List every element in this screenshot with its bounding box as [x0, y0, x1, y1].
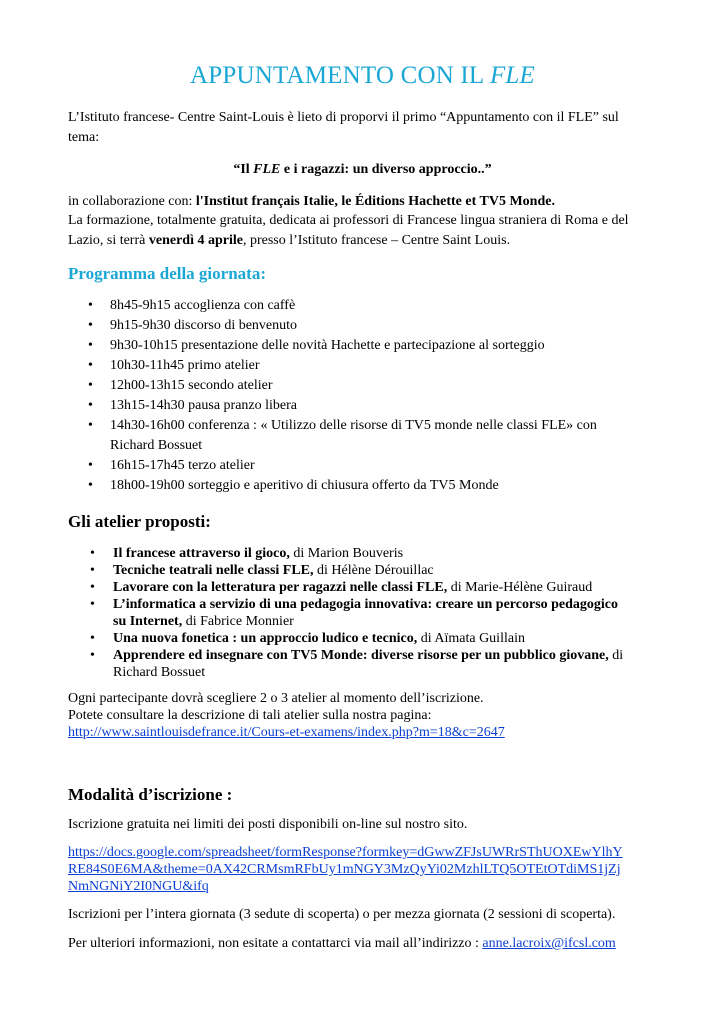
programme-item-text: 10h30-11h45 primo atelier: [110, 358, 260, 373]
atelier-item-continuation: [113, 664, 623, 681]
atelier-title: Lavorare con la letteratura per ragazzi nelle classi FLE,: [113, 580, 448, 595]
programme-item-text: 13h15-14h30 pausa pranzo libera: [110, 398, 297, 413]
atelier-title: L’informatica a servizio di una pedagogia innovativa: creare un percorso pedagogico: [113, 597, 619, 612]
ateliers-heading: Gli atelier proposti:: [68, 512, 211, 531]
programme-heading: Programma della giornata:: [68, 264, 266, 283]
programme-item-text: 8h45-9h15 accoglienza con caffè: [110, 298, 296, 313]
atelier-author: di Marion Bouveris: [289, 546, 404, 561]
programme-item: • 8h45-9h15 accoglienza con caffè: [88, 298, 296, 313]
atelier-author: Richard Bossuet: [113, 665, 206, 680]
atelier-author: di Fabrice Monnier: [182, 614, 294, 629]
programme-item: • 14h30-16h00 conferenza : « Utilizzo delle risorse di TV5 monde nelle classi FLE» con: [88, 418, 597, 433]
atelier-title: Tecniche teatrali nelle classi FLE,: [113, 563, 314, 578]
theme-pre: “Il: [233, 162, 254, 177]
choose-line-2: Potete consultare la descrizione di tali atelier sulla nostra pagina:: [68, 708, 432, 723]
atelier-author: di Marie-Hélène Guiraud: [447, 580, 593, 595]
atelier-item: • Tecniche teatrali nelle classi FLE, di Hélène Dérouillac: [90, 563, 434, 578]
ateliers-list: [90, 545, 624, 681]
intro-line-1: L’Istituto francese- Centre Saint-Louis è lieto di proporvi il primo “Appuntamento con il FLE” sul: [68, 110, 619, 125]
contact-line: [68, 934, 616, 954]
theme-italic: FLE: [253, 162, 281, 177]
contact-email-link[interactable]: anne.lacroix@ifcsl.com: [482, 936, 616, 951]
programme-item-text: 16h15-17h45 terzo atelier: [110, 458, 255, 473]
contact-text: Per ulteriori informazioni, non esitate a contattarci via mail all’indirizzo :: [68, 936, 483, 951]
programme-item: • 16h15-17h45 terzo atelier: [88, 458, 255, 473]
theme-post: e i ragazzi: un diverso approccio..”: [280, 162, 492, 177]
atelier-author: di Aïmata Guillain: [417, 631, 525, 646]
programme-item: • 10h30-11h45 primo atelier: [88, 358, 260, 373]
formation-date: venerdì 4 aprile: [148, 233, 243, 248]
collab-line: [68, 192, 555, 212]
collab-pre: in collaborazione con:: [68, 194, 196, 209]
registration-form-link-line-1[interactable]: https://docs.google.com/spreadsheet/formResponse?formkey=dGwwZFJsUWRrSThUOXEwYlhY: [68, 845, 623, 860]
programme-item-text: Richard Bossuet: [110, 438, 203, 453]
programme-item: • 9h15-9h30 discorso di benvenuto: [88, 318, 298, 333]
atelier-author: di: [608, 648, 624, 663]
title-main: APPUNTAMENTO CON IL: [190, 62, 484, 89]
atelier-item: • Lavorare con la letteratura per ragazzi nelle classi FLE, di Marie-Hélène Guiraud: [90, 580, 593, 595]
programme-item-text: 9h30-10h15 presentazione delle novità Hachette e partecipazione al sorteggio: [110, 338, 545, 353]
intro-line-2: tema:: [68, 130, 100, 145]
programme-item: • 13h15-14h30 pausa pranzo libera: [88, 398, 297, 413]
atelier-item: • Il francese attraverso il gioco, di Marion Bouveris: [90, 546, 404, 561]
programme-item: • 18h00-19h00 sorteggio e aperitivo di chiusura offerto da TV5 Monde: [88, 478, 499, 493]
title-italic: FLE: [489, 62, 535, 89]
programme-list: [88, 296, 597, 496]
programme-item-continuation: [110, 436, 597, 456]
programme-item-text: 9h15-9h30 discorso di benvenuto: [110, 318, 298, 333]
modalita-heading: Modalità d’iscrizione :: [68, 785, 233, 804]
page-title: [0, 62, 725, 90]
atelier-title: Il francese attraverso il gioco,: [113, 546, 290, 561]
atelier-title: Apprendere ed insegnare con TV5 Monde: diverse risorse per un pubblico giovane,: [113, 648, 609, 663]
registration-form-link-line-2[interactable]: RE84S0E6MA&theme=0AX42CRMsmRFbUy1mNGY3MzQyYi02MzhlLTQ5OTEtOTdiMS1jZj: [68, 862, 621, 877]
registrations-text: Iscrizioni per l’intera giornata (3 sedute di scoperta) o per mezza giornata (2 sessioni di scoperta).: [68, 907, 616, 922]
free-registration-text: Iscrizione gratuita nei limiti dei posti disponibili on-line sul nostro sito.: [68, 817, 468, 832]
atelier-item: • L’informatica a servizio di una pedagogia innovativa: creare un percorso pedagogico: [90, 597, 619, 612]
formation-post: , presso l’Istituto francese – Centre Saint Louis.: [242, 233, 511, 248]
atelier-item-continuation: [113, 613, 623, 630]
atelier-description-link[interactable]: http://www.saintlouisdefrance.it/Cours-et-examens/index.php?m=18&c=2647: [68, 725, 505, 740]
formation-line-2: [68, 231, 510, 251]
formation-line-1: La formazione, totalmente gratuita, dedicata ai professori di Francese lingua straniera di Roma e del: [68, 213, 629, 228]
collab-partners: l'Institut français Italie, le Éditions Hachette et TV5 Monde.: [195, 194, 555, 209]
programme-item: • 9h30-10h15 presentazione delle novità Hachette e partecipazione al sorteggio: [88, 338, 545, 353]
formation-pre: Lazio, si terrà: [68, 233, 149, 248]
atelier-title: su Internet,: [113, 614, 183, 629]
programme-item-text: 14h30-16h00 conferenza : « Utilizzo delle risorse di TV5 monde nelle classi FLE» con: [110, 418, 597, 433]
atelier-item: • Una nuova fonetica : un approccio ludico e tecnico, di Aïmata Guillain: [90, 631, 525, 646]
atelier-author: di Hélène Dérouillac: [313, 563, 434, 578]
programme-item-text: 12h00-13h15 secondo atelier: [110, 378, 273, 393]
registration-form-link-line-3[interactable]: NmNGNiY2I0NGU&ifq: [68, 879, 209, 894]
programme-item-text: 18h00-19h00 sorteggio e aperitivo di chiusura offerto da TV5 Monde: [110, 478, 499, 493]
theme-line: [0, 160, 725, 180]
atelier-title: Una nuova fonetica : un approccio ludico e tecnico,: [113, 631, 418, 646]
programme-item: • 12h00-13h15 secondo atelier: [88, 378, 273, 393]
choose-line-1: Ogni partecipante dovrà scegliere 2 o 3 atelier al momento dell’iscrizione.: [68, 691, 484, 706]
atelier-item: • Apprendere ed insegnare con TV5 Monde: diverse risorse per un pubblico giovane, di: [90, 648, 624, 663]
